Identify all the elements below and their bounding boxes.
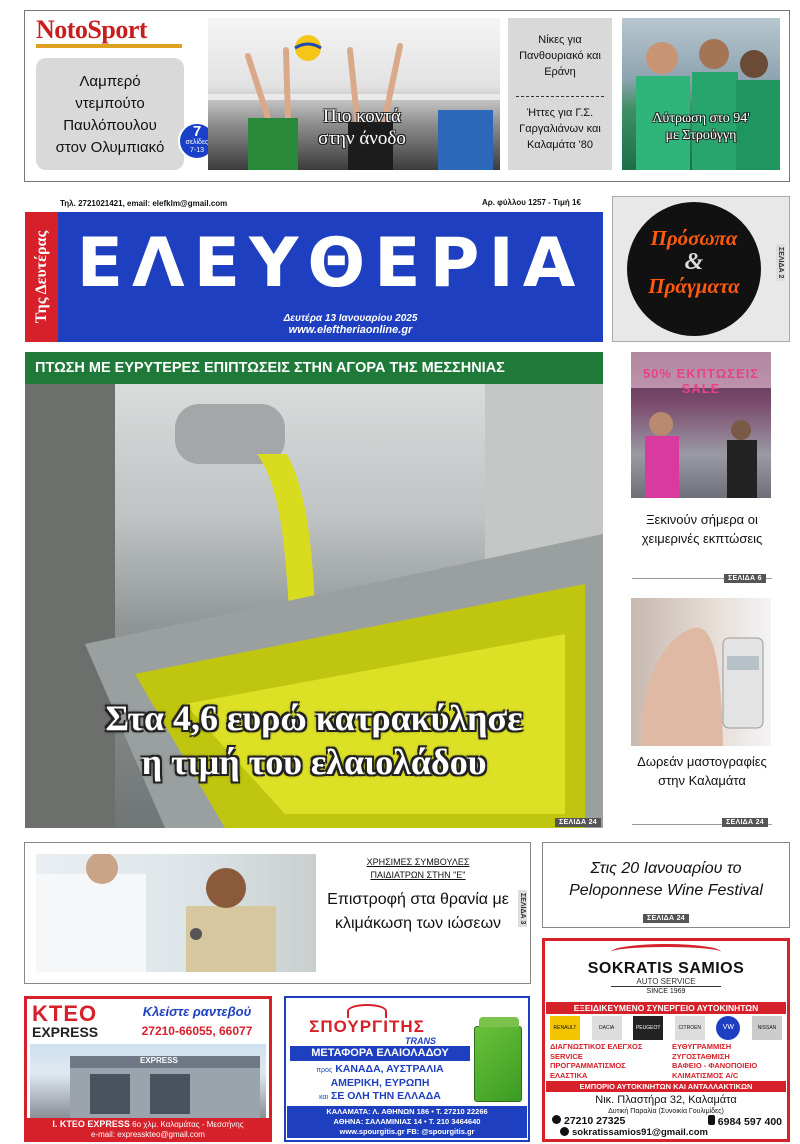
football-caption-line1: Λύτρωση στο 94' [652, 111, 750, 126]
samios-phone2[interactable] [708, 1115, 782, 1128]
health-text[interactable]: Επιστροφή στα θρανία με κλιμάκωση των ιώσεων [327, 891, 509, 932]
side-results-divider [516, 96, 604, 97]
kteo-building-photo [30, 1044, 266, 1118]
destinations-text3: ΣΕ ΟΛΗ ΤΗΝ ΕΛΛΑΔΑ [331, 1090, 441, 1102]
kteo-cta: Κλείστε ραντεβού [142, 1004, 252, 1019]
kteo-brand-2: EXPRESS [32, 1024, 99, 1040]
sales-text[interactable]: Ξεκινούν σήμερα οι χειμερινές εκπτώσεις [641, 512, 763, 546]
mammography-page-ref: ΣΕΛΙΔΑ 24 [722, 818, 768, 827]
kteo-footer-line1 [27, 1119, 269, 1130]
spourgitis-brand: ΣΠΟΥΡΓΙΤΗΣ [309, 1017, 425, 1036]
spourgitis-truck-icon [474, 1026, 522, 1102]
samios-sub: AUTO SERVICE [611, 977, 721, 987]
sales-page-ref: ΣΕΛΙΔΑ 6 [724, 574, 766, 583]
kteo-phones[interactable]: 27210-66055, 66077 [141, 1024, 253, 1038]
doctor-illustration [36, 854, 316, 972]
spourgitis-addr2: ΑΘΗΝΑ: ΣΑΛΑΜΙΝΙΑΣ 14 • Τ. 210 3464640 [333, 1117, 481, 1126]
health-kicker-line2: ΠΑΙΔΙΑΤΡΩΝ ΣΤΗΝ "Ε" [370, 870, 466, 880]
samios-since: SINCE 1969 [646, 988, 686, 995]
samios-services-right [672, 1042, 786, 1080]
volley-caption [282, 106, 442, 150]
main-kicker-text: ΠΤΩΣΗ ΜΕ ΕΥΡΥΤΕΡΕΣ ΕΠΙΠΤΩΣΕΙΣ ΣΤΗΝ ΑΓΟΡΑ ΤΗΣ ΜΕΣΣΗΝΙΑΣ [35, 360, 505, 376]
badge-word: σελίδες [185, 139, 209, 146]
brand-logo-nissan-icon: NISSAN [752, 1016, 782, 1040]
masthead-side-tag [25, 212, 58, 342]
spourgitis-destinations [290, 1063, 470, 1104]
destinations-line2: ΑΜΕΡΙΚΗ, ΕΥΡΩΠΗ [330, 1077, 430, 1089]
spourgitis-contact [287, 1106, 527, 1138]
kteo-logo [32, 1003, 124, 1040]
service-right-3: ΒΑΦΕΙΟ - ΦΑΝΟΠΟΙΕΙΟ [672, 1061, 758, 1070]
health-page-ref: ΣΕΛΙΔΑ 3 [518, 890, 527, 927]
brand-logo-citroen-icon: CITROEN [675, 1016, 705, 1040]
destinations-pre1: προς [316, 1067, 333, 1074]
samios-brand: SOKRATIS SAMIOS [587, 960, 745, 977]
masthead[interactable] [58, 212, 603, 342]
sales-photo[interactable] [631, 352, 771, 498]
mammography-text[interactable]: Δωρεάν μαστογραφίες στην Καλαμάτα [637, 754, 767, 788]
destinations-line3 [290, 1090, 470, 1104]
samios-email-text: sokratissamios91@gmail.com [572, 1127, 708, 1138]
logo-underline [36, 44, 182, 48]
olive-oil-photo[interactable] [25, 384, 603, 828]
sport-side-results[interactable] [508, 18, 612, 170]
masthead-website[interactable]: www.eleftheriaonline.gr [288, 324, 413, 336]
persons-line1: Πρόσωπα [650, 226, 738, 250]
volley-caption-line1: Πιο κοντά [323, 106, 401, 127]
service-left-2: SERVICE [550, 1051, 583, 1061]
main-page-ref: ΣΕΛΙΔΑ 24 [555, 818, 601, 827]
destinations-line1 [290, 1063, 470, 1077]
destinations-pre3: και [319, 1094, 329, 1101]
wine-text [542, 858, 790, 902]
samios-services-left [550, 1042, 668, 1080]
main-kicker [25, 352, 603, 384]
notosport-logo[interactable] [36, 16, 184, 48]
kteo-building-sign: EXPRESS [140, 1056, 178, 1065]
samios-brand-logos [550, 1016, 782, 1040]
service-left-3: ΠΡΟΓΡΑΜΜΑΤΙΣΜΟΣ [550, 1061, 626, 1070]
health-kicker-line1: ΧΡΗΣΙΜΕΣ ΣΥΜΒΟΥΛΕΣ [366, 857, 470, 867]
kteo-footer-email[interactable]: e-mail: expresskteo@gmail.com [91, 1130, 205, 1139]
service-left-4: ΕΛΑΣΤΙΚΑ [550, 1070, 588, 1080]
kteo-footer [27, 1118, 269, 1140]
side-tag-text: Της Δευτέρας [32, 230, 50, 324]
kteo-footer-name: I. ΚΤΕΟ EXPRESS [52, 1119, 130, 1129]
service-right-4: ΚΛΙΜΑΤΙΣΜΟΣ A/C [672, 1070, 739, 1080]
spourgitis-addr1: ΚΑΛΑΜΑΤΑ: Λ. ΑΘΗΝΩΝ 186 • Τ. 27210 22266 [326, 1107, 488, 1116]
wine-page-ref: ΣΕΛΙΔΑ 24 [643, 914, 689, 923]
football-caption-line2: με Στρούγγη [665, 128, 737, 143]
volley-caption-line2: στην άνοδο [318, 128, 406, 149]
kteo-brand-1: ΚΤΕΟ [32, 1001, 98, 1026]
football-photo[interactable] [622, 18, 780, 170]
football-caption [622, 110, 780, 144]
samios-car-icon [611, 944, 721, 960]
service-right-2: ΖΥΓΟΣΤΑΘΜΙΣΗ [672, 1051, 730, 1061]
volleyball-photo[interactable] [208, 18, 500, 170]
samios-shop-banner: ΕΜΠΟΡΙΟ ΑΥΤΟΚΙΝΗΤΩΝ ΚΑΙ ΑΝΤΑΛΛΑΚΤΙΚΩΝ [546, 1081, 786, 1092]
samios-address-main: Νικ. Πλαστήρα 32, Καλαμάτα [595, 1094, 737, 1106]
persons-page-ref: ΣΕΛΙΔΑ 2 [776, 244, 785, 281]
brand-logo-vw-icon: VW [716, 1016, 740, 1040]
masthead-issue: Αρ. φύλλου 1257 - Τιμή 1€ [482, 198, 581, 207]
spourgitis-banner: ΜΕΤΑΦΟΡΑ ΕΛΑΙΟΛΑΔΟΥ [290, 1046, 470, 1061]
kteo-footer-address: 6ο χλμ. Καλαμάτας - Μεσσήνης [132, 1120, 244, 1129]
email-icon [560, 1127, 569, 1136]
football-illustration [622, 18, 780, 170]
service-right-1: ΕΥΘΥΓΡΑΜΜΙΣΗ [672, 1042, 732, 1051]
spourgitis-brand-sub: TRANS [405, 1036, 436, 1046]
samios-address [546, 1094, 786, 1116]
shop-sign: 50% ΕΚΠΤΩΣΕΙΣ SALE [642, 366, 760, 396]
spourgitis-globe-icon [347, 1004, 387, 1018]
mammography-photo[interactable] [631, 598, 771, 746]
brand-logo-dacia-icon: DACIA [592, 1016, 622, 1040]
doctor-photo[interactable] [36, 854, 316, 972]
truck-cab [479, 1017, 519, 1027]
persons-amp: & [684, 249, 704, 275]
brand-logo-renault-icon: RENAULT [550, 1016, 580, 1040]
samios-email[interactable] [560, 1127, 708, 1138]
destinations-text1: ΚΑΝΑΔΑ, ΑΥΣΤΡΑΛΙΑ [335, 1063, 444, 1075]
main-headline-line1: Στα 4,6 ευρώ κατρακύλησε [105, 698, 523, 738]
wine-text-line1: Στις 20 Ιανουαρίου το [590, 860, 742, 877]
spourgitis-web[interactable]: www.spourgitis.gr FB: @spourgitis.gr [339, 1127, 475, 1136]
sport-headline: Λαμπερό ντεμπούτο Παυλόπουλου στον Ολυμπιακό [55, 73, 165, 156]
phone-icon [552, 1115, 561, 1124]
spourgitis-logo [292, 1004, 442, 1046]
mammography-illustration [631, 598, 771, 746]
health-kicker [328, 856, 508, 882]
side-results-losses: Ήττες για Γ.Σ. Γαργαλιάνων και Καλαμάτα '80 [519, 107, 601, 151]
samios-address-sub: Δυτική Παραλία (Συνοικία Γουλιμίδες) [608, 1108, 724, 1115]
persons-line2: Πράγματα [648, 274, 740, 298]
main-headline-line2: η τιμή του ελαιολάδου [141, 742, 487, 782]
wine-text-line2: Peloponnese Wine Festival [569, 882, 763, 899]
masthead-date: Δευτέρα 13 Ιανουαρίου 2025 [283, 313, 418, 324]
main-headline [25, 696, 603, 784]
persons-circle [627, 202, 761, 336]
samios-logo [548, 944, 784, 997]
brand-logo-peugeot-icon: PEUGEOT [633, 1016, 663, 1040]
masthead-contact: Τηλ. 2721021421, email: elefklm@gmail.com [60, 199, 228, 208]
sport-headline-box[interactable] [36, 58, 184, 170]
side-results-wins: Νίκες για Πανθουριακό και Εράνη [519, 34, 601, 78]
mobile-icon [708, 1115, 715, 1125]
samios-phone1-text: 27210 27325 [564, 1115, 626, 1127]
service-left-1: ΔΙΑΓΝΩΣΤΙΚΟΣ ΕΛΕΓΧΟΣ [550, 1042, 643, 1051]
samios-banner: ΕΞΕΙΔΙΚΕΥΜΕΝΟ ΣΥΝΕΡΓΕΙΟ ΑΥΤΟΚΙΝΗΤΩΝ [546, 1002, 786, 1014]
badge-number: 7 [192, 123, 202, 140]
masthead-title: ΕΛΕΥΘΕΡΙΑ [76, 224, 585, 303]
badge-pages: 7-13 [189, 147, 204, 154]
samios-phone2-text: 6984 597 400 [717, 1116, 782, 1128]
notosport-logo-text: NotoSport [36, 15, 148, 44]
